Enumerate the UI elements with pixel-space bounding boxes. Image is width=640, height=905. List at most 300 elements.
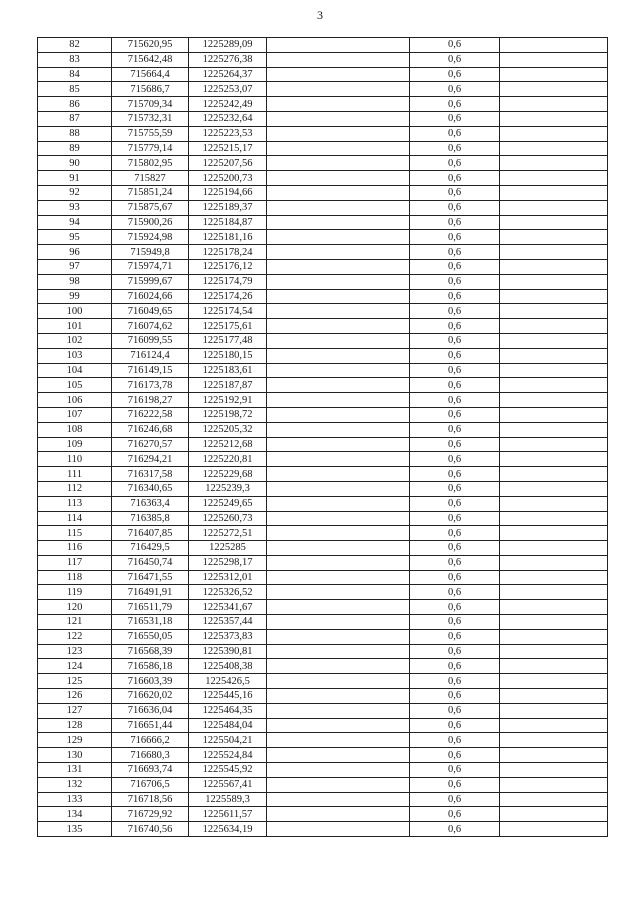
value-cell: 0,6 [410, 156, 500, 171]
point-number-cell: 107 [38, 407, 112, 422]
value-cell: 0,6 [410, 674, 500, 689]
point-number-cell: 86 [38, 97, 112, 112]
table-row [38, 230, 608, 245]
table-row [38, 52, 608, 67]
y-coordinate-cell: 1225194,66 [189, 185, 267, 200]
point-number-cell: 96 [38, 245, 112, 260]
y-coordinate-cell: 1225260,73 [189, 511, 267, 526]
blank-cell [267, 718, 410, 733]
y-coordinate-cell: 1225178,24 [189, 245, 267, 260]
blank-cell [500, 615, 608, 630]
blank-cell [500, 792, 608, 807]
point-number-cell: 93 [38, 200, 112, 215]
table-row [38, 452, 608, 467]
value-cell: 0,6 [410, 511, 500, 526]
table-row [38, 777, 608, 792]
value-cell: 0,6 [410, 541, 500, 556]
blank-cell [500, 481, 608, 496]
y-coordinate-cell: 1225176,12 [189, 259, 267, 274]
value-cell: 0,6 [410, 171, 500, 186]
x-coordinate-cell: 715875,67 [112, 200, 189, 215]
blank-cell [267, 245, 410, 260]
table-row [38, 171, 608, 186]
value-cell: 0,6 [410, 200, 500, 215]
coordinates-table [37, 37, 608, 837]
blank-cell [500, 274, 608, 289]
value-cell: 0,6 [410, 792, 500, 807]
x-coordinate-cell: 716568,39 [112, 644, 189, 659]
value-cell: 0,6 [410, 822, 500, 837]
blank-cell [500, 407, 608, 422]
x-coordinate-cell: 715686,7 [112, 82, 189, 97]
blank-cell [500, 437, 608, 452]
blank-cell [267, 82, 410, 97]
point-number-cell: 90 [38, 156, 112, 171]
point-number-cell: 119 [38, 585, 112, 600]
table-row [38, 644, 608, 659]
x-coordinate-cell: 716407,85 [112, 526, 189, 541]
blank-cell [267, 348, 410, 363]
y-coordinate-cell: 1225276,38 [189, 52, 267, 67]
value-cell: 0,6 [410, 274, 500, 289]
value-cell: 0,6 [410, 304, 500, 319]
point-number-cell: 123 [38, 644, 112, 659]
x-coordinate-cell: 716149,15 [112, 363, 189, 378]
point-number-cell: 109 [38, 437, 112, 452]
value-cell: 0,6 [410, 393, 500, 408]
point-number-cell: 115 [38, 526, 112, 541]
blank-cell [500, 171, 608, 186]
blank-cell [267, 363, 410, 378]
blank-cell [267, 304, 410, 319]
value-cell: 0,6 [410, 289, 500, 304]
table-row [38, 82, 608, 97]
blank-cell [500, 807, 608, 822]
point-number-cell: 104 [38, 363, 112, 378]
x-coordinate-cell: 716511,79 [112, 600, 189, 615]
blank-cell [500, 348, 608, 363]
point-number-cell: 111 [38, 467, 112, 482]
x-coordinate-cell: 715851,24 [112, 185, 189, 200]
y-coordinate-cell: 1225181,16 [189, 230, 267, 245]
blank-cell [500, 38, 608, 53]
table-row [38, 333, 608, 348]
point-number-cell: 105 [38, 378, 112, 393]
y-coordinate-cell: 1225567,41 [189, 777, 267, 792]
point-number-cell: 128 [38, 718, 112, 733]
x-coordinate-cell: 716099,55 [112, 333, 189, 348]
value-cell: 0,6 [410, 363, 500, 378]
value-cell: 0,6 [410, 748, 500, 763]
point-number-cell: 92 [38, 185, 112, 200]
table-row [38, 822, 608, 837]
blank-cell [500, 555, 608, 570]
table-row [38, 363, 608, 378]
x-coordinate-cell: 715802,95 [112, 156, 189, 171]
x-coordinate-cell: 715709,34 [112, 97, 189, 112]
table-row [38, 718, 608, 733]
point-number-cell: 82 [38, 38, 112, 53]
blank-cell [267, 259, 410, 274]
y-coordinate-cell: 1225504,21 [189, 733, 267, 748]
blank-cell [500, 141, 608, 156]
x-coordinate-cell: 716173,78 [112, 378, 189, 393]
blank-cell [500, 703, 608, 718]
blank-cell [267, 230, 410, 245]
blank-cell [267, 319, 410, 334]
y-coordinate-cell: 1225285 [189, 541, 267, 556]
blank-cell [500, 467, 608, 482]
x-coordinate-cell: 716049,65 [112, 304, 189, 319]
blank-cell [267, 511, 410, 526]
blank-cell [267, 585, 410, 600]
blank-cell [500, 541, 608, 556]
x-coordinate-cell: 716198,27 [112, 393, 189, 408]
blank-cell [500, 215, 608, 230]
table-row [38, 659, 608, 674]
y-coordinate-cell: 1225220,81 [189, 452, 267, 467]
value-cell: 0,6 [410, 467, 500, 482]
blank-cell [267, 52, 410, 67]
table-row [38, 215, 608, 230]
table-row [38, 792, 608, 807]
x-coordinate-cell: 716074,62 [112, 319, 189, 334]
x-coordinate-cell: 716024,66 [112, 289, 189, 304]
x-coordinate-cell: 716317,58 [112, 467, 189, 482]
x-coordinate-cell: 715732,31 [112, 111, 189, 126]
blank-cell [267, 733, 410, 748]
blank-cell [267, 422, 410, 437]
value-cell: 0,6 [410, 378, 500, 393]
table-row [38, 600, 608, 615]
value-cell: 0,6 [410, 600, 500, 615]
blank-cell [267, 467, 410, 482]
y-coordinate-cell: 1225229,68 [189, 467, 267, 482]
table-row [38, 703, 608, 718]
blank-cell [267, 615, 410, 630]
blank-cell [500, 200, 608, 215]
value-cell: 0,6 [410, 437, 500, 452]
blank-cell [267, 171, 410, 186]
value-cell: 0,6 [410, 126, 500, 141]
blank-cell [267, 496, 410, 511]
page-number: 3 [317, 8, 323, 22]
x-coordinate-cell: 715755,59 [112, 126, 189, 141]
point-number-cell: 98 [38, 274, 112, 289]
y-coordinate-cell: 1225326,52 [189, 585, 267, 600]
y-coordinate-cell: 1225232,64 [189, 111, 267, 126]
blank-cell [267, 111, 410, 126]
table-row [38, 481, 608, 496]
x-coordinate-cell: 716471,55 [112, 570, 189, 585]
blank-cell [267, 600, 410, 615]
y-coordinate-cell: 1225239,3 [189, 481, 267, 496]
blank-cell [267, 215, 410, 230]
blank-cell [500, 289, 608, 304]
point-number-cell: 130 [38, 748, 112, 763]
value-cell: 0,6 [410, 97, 500, 112]
table-row [38, 511, 608, 526]
value-cell: 0,6 [410, 230, 500, 245]
y-coordinate-cell: 1225298,17 [189, 555, 267, 570]
table-row [38, 156, 608, 171]
blank-cell [500, 67, 608, 82]
point-number-cell: 100 [38, 304, 112, 319]
value-cell: 0,6 [410, 555, 500, 570]
y-coordinate-cell: 1225215,17 [189, 141, 267, 156]
y-coordinate-cell: 1225192,91 [189, 393, 267, 408]
value-cell: 0,6 [410, 496, 500, 511]
table-row [38, 541, 608, 556]
point-number-cell: 129 [38, 733, 112, 748]
point-number-cell: 120 [38, 600, 112, 615]
value-cell: 0,6 [410, 67, 500, 82]
value-cell: 0,6 [410, 570, 500, 585]
point-number-cell: 94 [38, 215, 112, 230]
table-row [38, 126, 608, 141]
point-number-cell: 102 [38, 333, 112, 348]
point-number-cell: 125 [38, 674, 112, 689]
blank-cell [267, 141, 410, 156]
blank-cell [267, 185, 410, 200]
point-number-cell: 132 [38, 777, 112, 792]
blank-cell [500, 600, 608, 615]
point-number-cell: 101 [38, 319, 112, 334]
blank-cell [267, 38, 410, 53]
blank-cell [267, 674, 410, 689]
y-coordinate-cell: 1225183,61 [189, 363, 267, 378]
blank-cell [267, 526, 410, 541]
point-number-cell: 116 [38, 541, 112, 556]
point-number-cell: 95 [38, 230, 112, 245]
table-row [38, 289, 608, 304]
point-number-cell: 87 [38, 111, 112, 126]
blank-cell [500, 185, 608, 200]
value-cell: 0,6 [410, 319, 500, 334]
blank-cell [267, 777, 410, 792]
blank-cell [267, 393, 410, 408]
table-row [38, 97, 608, 112]
value-cell: 0,6 [410, 481, 500, 496]
x-coordinate-cell: 716620,02 [112, 689, 189, 704]
x-coordinate-cell: 716124,4 [112, 348, 189, 363]
table-row [38, 141, 608, 156]
blank-cell [267, 407, 410, 422]
y-coordinate-cell: 1225264,37 [189, 67, 267, 82]
point-number-cell: 103 [38, 348, 112, 363]
value-cell: 0,6 [410, 141, 500, 156]
blank-cell [500, 52, 608, 67]
table-row [38, 378, 608, 393]
x-coordinate-cell: 716246,68 [112, 422, 189, 437]
blank-cell [500, 230, 608, 245]
blank-cell [500, 82, 608, 97]
y-coordinate-cell: 1225272,51 [189, 526, 267, 541]
y-coordinate-cell: 1225545,92 [189, 763, 267, 778]
blank-cell [500, 111, 608, 126]
value-cell: 0,6 [410, 807, 500, 822]
table-row [38, 319, 608, 334]
x-coordinate-cell: 716636,04 [112, 703, 189, 718]
point-number-cell: 108 [38, 422, 112, 437]
x-coordinate-cell: 716429,5 [112, 541, 189, 556]
point-number-cell: 124 [38, 659, 112, 674]
value-cell: 0,6 [410, 763, 500, 778]
table-row [38, 615, 608, 630]
point-number-cell: 134 [38, 807, 112, 822]
point-number-cell: 99 [38, 289, 112, 304]
table-row [38, 185, 608, 200]
blank-cell [500, 763, 608, 778]
y-coordinate-cell: 1225611,57 [189, 807, 267, 822]
blank-cell [500, 393, 608, 408]
blank-cell [267, 97, 410, 112]
y-coordinate-cell: 1225174,26 [189, 289, 267, 304]
table-row [38, 393, 608, 408]
y-coordinate-cell: 1225373,83 [189, 629, 267, 644]
x-coordinate-cell: 716270,57 [112, 437, 189, 452]
y-coordinate-cell: 1225253,07 [189, 82, 267, 97]
x-coordinate-cell: 716693,74 [112, 763, 189, 778]
table-row [38, 629, 608, 644]
value-cell: 0,6 [410, 585, 500, 600]
x-coordinate-cell: 716666,2 [112, 733, 189, 748]
blank-cell [267, 378, 410, 393]
blank-cell [267, 570, 410, 585]
value-cell: 0,6 [410, 52, 500, 67]
point-number-cell: 126 [38, 689, 112, 704]
x-coordinate-cell: 716222,58 [112, 407, 189, 422]
value-cell: 0,6 [410, 777, 500, 792]
blank-cell [500, 245, 608, 260]
x-coordinate-cell: 716340,65 [112, 481, 189, 496]
point-number-cell: 97 [38, 259, 112, 274]
x-coordinate-cell: 716729,92 [112, 807, 189, 822]
table-row [38, 674, 608, 689]
blank-cell [500, 674, 608, 689]
x-coordinate-cell: 715974,71 [112, 259, 189, 274]
blank-cell [500, 422, 608, 437]
x-coordinate-cell: 715664,4 [112, 67, 189, 82]
y-coordinate-cell: 1225484,04 [189, 718, 267, 733]
value-cell: 0,6 [410, 333, 500, 348]
y-coordinate-cell: 1225200,73 [189, 171, 267, 186]
value-cell: 0,6 [410, 111, 500, 126]
point-number-cell: 133 [38, 792, 112, 807]
table-row [38, 259, 608, 274]
value-cell: 0,6 [410, 615, 500, 630]
table-row [38, 437, 608, 452]
x-coordinate-cell: 716531,18 [112, 615, 189, 630]
blank-cell [267, 629, 410, 644]
x-coordinate-cell: 715924,98 [112, 230, 189, 245]
blank-cell [267, 644, 410, 659]
table-row [38, 422, 608, 437]
y-coordinate-cell: 1225312,01 [189, 570, 267, 585]
blank-cell [267, 703, 410, 718]
table-row [38, 807, 608, 822]
x-coordinate-cell: 716294,21 [112, 452, 189, 467]
table-row [38, 111, 608, 126]
blank-cell [267, 289, 410, 304]
table-row [38, 570, 608, 585]
value-cell: 0,6 [410, 82, 500, 97]
point-number-cell: 85 [38, 82, 112, 97]
x-coordinate-cell: 715999,67 [112, 274, 189, 289]
table-row [38, 585, 608, 600]
table-row [38, 763, 608, 778]
y-coordinate-cell: 1225589,3 [189, 792, 267, 807]
y-coordinate-cell: 1225212,68 [189, 437, 267, 452]
value-cell: 0,6 [410, 526, 500, 541]
table-row [38, 748, 608, 763]
blank-cell [500, 659, 608, 674]
point-number-cell: 88 [38, 126, 112, 141]
y-coordinate-cell: 1225289,09 [189, 38, 267, 53]
blank-cell [267, 792, 410, 807]
point-number-cell: 110 [38, 452, 112, 467]
blank-cell [267, 156, 410, 171]
blank-cell [267, 659, 410, 674]
blank-cell [267, 763, 410, 778]
point-number-cell: 117 [38, 555, 112, 570]
y-coordinate-cell: 1225341,67 [189, 600, 267, 615]
blank-cell [500, 156, 608, 171]
value-cell: 0,6 [410, 689, 500, 704]
blank-cell [500, 629, 608, 644]
table-row [38, 467, 608, 482]
y-coordinate-cell: 1225390,81 [189, 644, 267, 659]
value-cell: 0,6 [410, 38, 500, 53]
blank-cell [267, 541, 410, 556]
blank-cell [500, 822, 608, 837]
value-cell: 0,6 [410, 644, 500, 659]
blank-cell [500, 585, 608, 600]
y-coordinate-cell: 1225189,37 [189, 200, 267, 215]
x-coordinate-cell: 716363,4 [112, 496, 189, 511]
blank-cell [500, 644, 608, 659]
point-number-cell: 131 [38, 763, 112, 778]
table-row [38, 733, 608, 748]
blank-cell [267, 807, 410, 822]
blank-cell [500, 452, 608, 467]
value-cell: 0,6 [410, 718, 500, 733]
y-coordinate-cell: 1225205,32 [189, 422, 267, 437]
blank-cell [500, 526, 608, 541]
value-cell: 0,6 [410, 452, 500, 467]
x-coordinate-cell: 716586,18 [112, 659, 189, 674]
y-coordinate-cell: 1225426,5 [189, 674, 267, 689]
blank-cell [500, 733, 608, 748]
table-row [38, 304, 608, 319]
blank-cell [500, 378, 608, 393]
y-coordinate-cell: 1225464,35 [189, 703, 267, 718]
table-row [38, 348, 608, 363]
blank-cell [267, 274, 410, 289]
point-number-cell: 89 [38, 141, 112, 156]
blank-cell [500, 363, 608, 378]
x-coordinate-cell: 716651,44 [112, 718, 189, 733]
table-row [38, 689, 608, 704]
x-coordinate-cell: 716718,56 [112, 792, 189, 807]
value-cell: 0,6 [410, 407, 500, 422]
y-coordinate-cell: 1225180,15 [189, 348, 267, 363]
table-row [38, 38, 608, 53]
y-coordinate-cell: 1225634,19 [189, 822, 267, 837]
blank-cell [500, 496, 608, 511]
point-number-cell: 112 [38, 481, 112, 496]
y-coordinate-cell: 1225174,54 [189, 304, 267, 319]
